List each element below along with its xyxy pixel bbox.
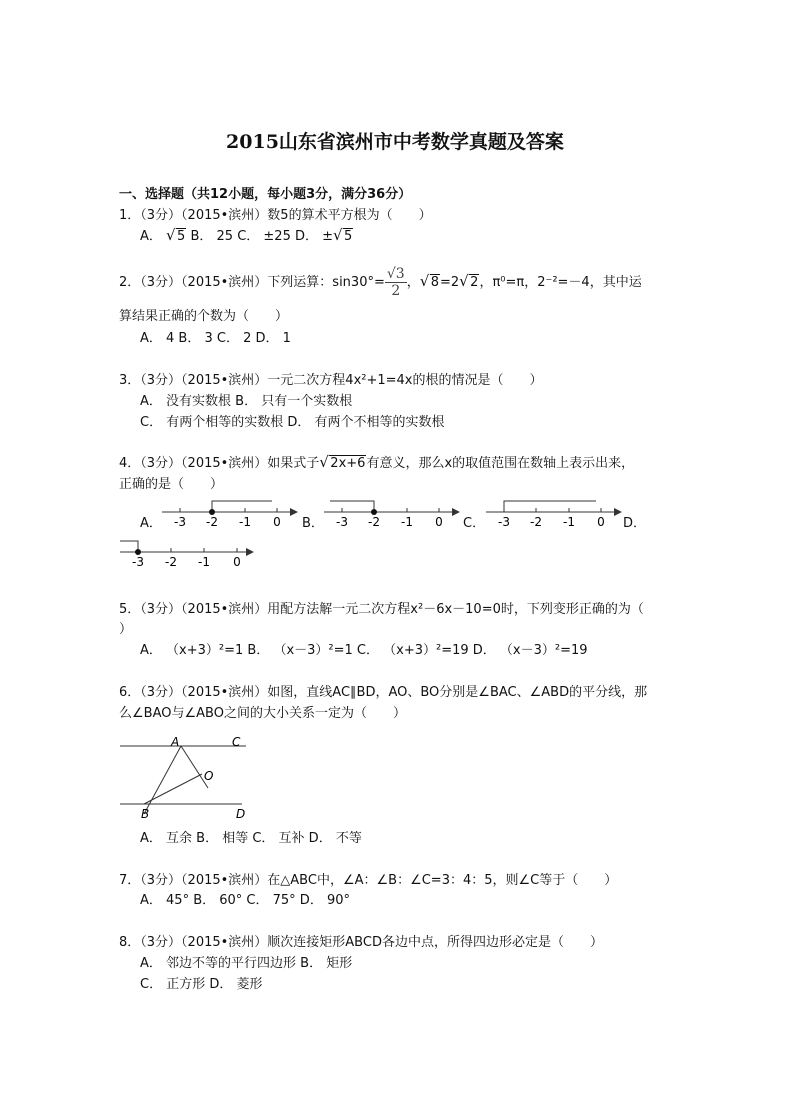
q4-numberline-c [484,496,624,532]
q3-options-2: C． 有两个相等的实数根 D． 有两个不相等的实数根 [140,415,445,430]
q1-stem: 1．（3分）（2015•滨州）数5的算术平方根为（ ） [119,208,432,223]
tick-label: -1 [563,515,575,529]
q4-numberline-d [118,536,258,572]
radical-icon: √ [459,272,469,290]
solution-ray [504,501,596,512]
section-heading: 一、选择题（共12小题，每小题3分，满分36分） [119,187,412,202]
tick-label: -2 [206,515,218,529]
axis-arrow-icon [452,508,460,516]
tick-label: -3 [174,515,186,529]
tick-label: 0 [435,515,443,529]
q6-stem: 6．（3分）（2015•滨州）如图，直线AC∥BD，AO、BO分别是∠BAC、∠ABD的平分线，那 [119,685,648,700]
q4-label-c: C． [463,516,486,531]
q3-stem: 3．（3分）（2015•滨州）一元二次方程4x²+1=4x的根的情况是（ ） [119,373,543,388]
solution-ray [212,501,272,512]
radical-icon: √ [419,272,430,290]
page-title: 2015山东省滨州市中考数学真题及答案 [226,131,564,153]
q1-sqrt-a: √ 5 [166,226,186,244]
tick-label: -2 [368,515,380,529]
q4-sqrt: √ 2x+6 [319,453,366,471]
q1-options [140,225,353,244]
q5-options: A． （x+3）²=1 B． （x－3）²=1 C． （x+3）²=19 D． （x－3）²=19 [140,643,588,658]
q2-stem-line2: 算结果正确的个数为（ ） [119,309,289,324]
segment-bo [144,774,202,804]
q4-label-b: B． [302,516,324,531]
q4-numberline-b [322,496,462,532]
q1-option-rest: B． 25 C． ±25 D． ± [190,229,334,244]
q2-sqrt-2: √ 2 [459,272,479,290]
q7-options: A． 45° B． 60° C． 75° D． 90° [140,893,350,908]
q3-options-1: A． 没有实数根 B． 只有一个实数根 [140,394,353,409]
q2-options: A． 4 B． 3 C． 2 D． 1 [140,331,291,346]
q5-stem-line2: ） [119,622,133,637]
tick-label: -1 [401,515,413,529]
point-label-a: A [171,735,180,749]
axis-arrow-icon [290,508,298,516]
point-label-b: B [141,807,150,821]
q8-options-2: C． 正方形 D． 菱形 [140,977,263,992]
q2-stem: 2．（3分）（2015•滨州）下列运算：sin30°= $\frac{√3}{2}$ ， √ 8=2 √ 2，π⁰=π，2⁻²=－4，其中运 [119,266,642,299]
q4-numberline-a [160,496,300,532]
q6-stem-line2: 么∠BAO与∠ABO之间的大小关系一定为（ ） [119,706,406,721]
solution-ray [120,541,138,552]
point-label-d: D [236,807,246,821]
tick-label: 0 [597,515,605,529]
tick-label: -3 [132,555,144,569]
tick-label: -1 [239,515,251,529]
q5-stem: 5．（3分）（2015•滨州）用配方法解一元二次方程x²－6x－10=0时，下列变形正确的为（ [119,602,644,617]
q6-geometry-figure [118,730,258,822]
q4-stem-line2: 正确的是（ ） [119,477,224,492]
tick-label: 0 [273,515,281,529]
point-label-c: C [232,735,241,749]
axis-arrow-icon [246,548,254,556]
radical-icon: √ [166,226,176,244]
q4-stem: 4．（3分）（2015•滨州）如果式子 √ 2x+6有意义，那么x的取值范围在数轴上表示出来， [119,453,635,471]
tick-label: -3 [498,515,510,529]
q4-label-a: A． [140,516,162,531]
q2-sqrt-8: √ 8 [419,272,439,290]
q2-fraction: $\frac{√3}{2}$ [386,266,405,299]
q1-option-a-label: A． [140,229,162,244]
q6-options: A． 互余 B． 相等 C． 互补 D． 不等 [140,831,362,846]
radical-icon: √ [319,453,329,471]
tick-label: -1 [198,555,210,569]
q8-stem: 8．（3分）（2015•滨州）顺次连接矩形ABCD各边中点，所得四边形必定是（ ） [119,935,603,950]
tick-label: -2 [530,515,542,529]
q1-sqrt-d: √ 5 [333,226,353,244]
q4-label-d: D． [623,516,647,531]
tick-label: -3 [336,515,348,529]
point-label-o: O [204,769,214,783]
tick-label: 0 [233,555,241,569]
tick-label: -2 [165,555,177,569]
solution-ray [330,501,374,512]
q7-stem: 7．（3分）（2015•滨州）在△ABC中，∠A：∠B：∠C=3：4：5，则∠C等于（ ） [119,873,618,888]
q8-options-1: A． 邻边不等的平行四边形 B． 矩形 [140,956,353,971]
axis-arrow-icon [614,508,622,516]
radical-icon: √ [333,226,343,244]
